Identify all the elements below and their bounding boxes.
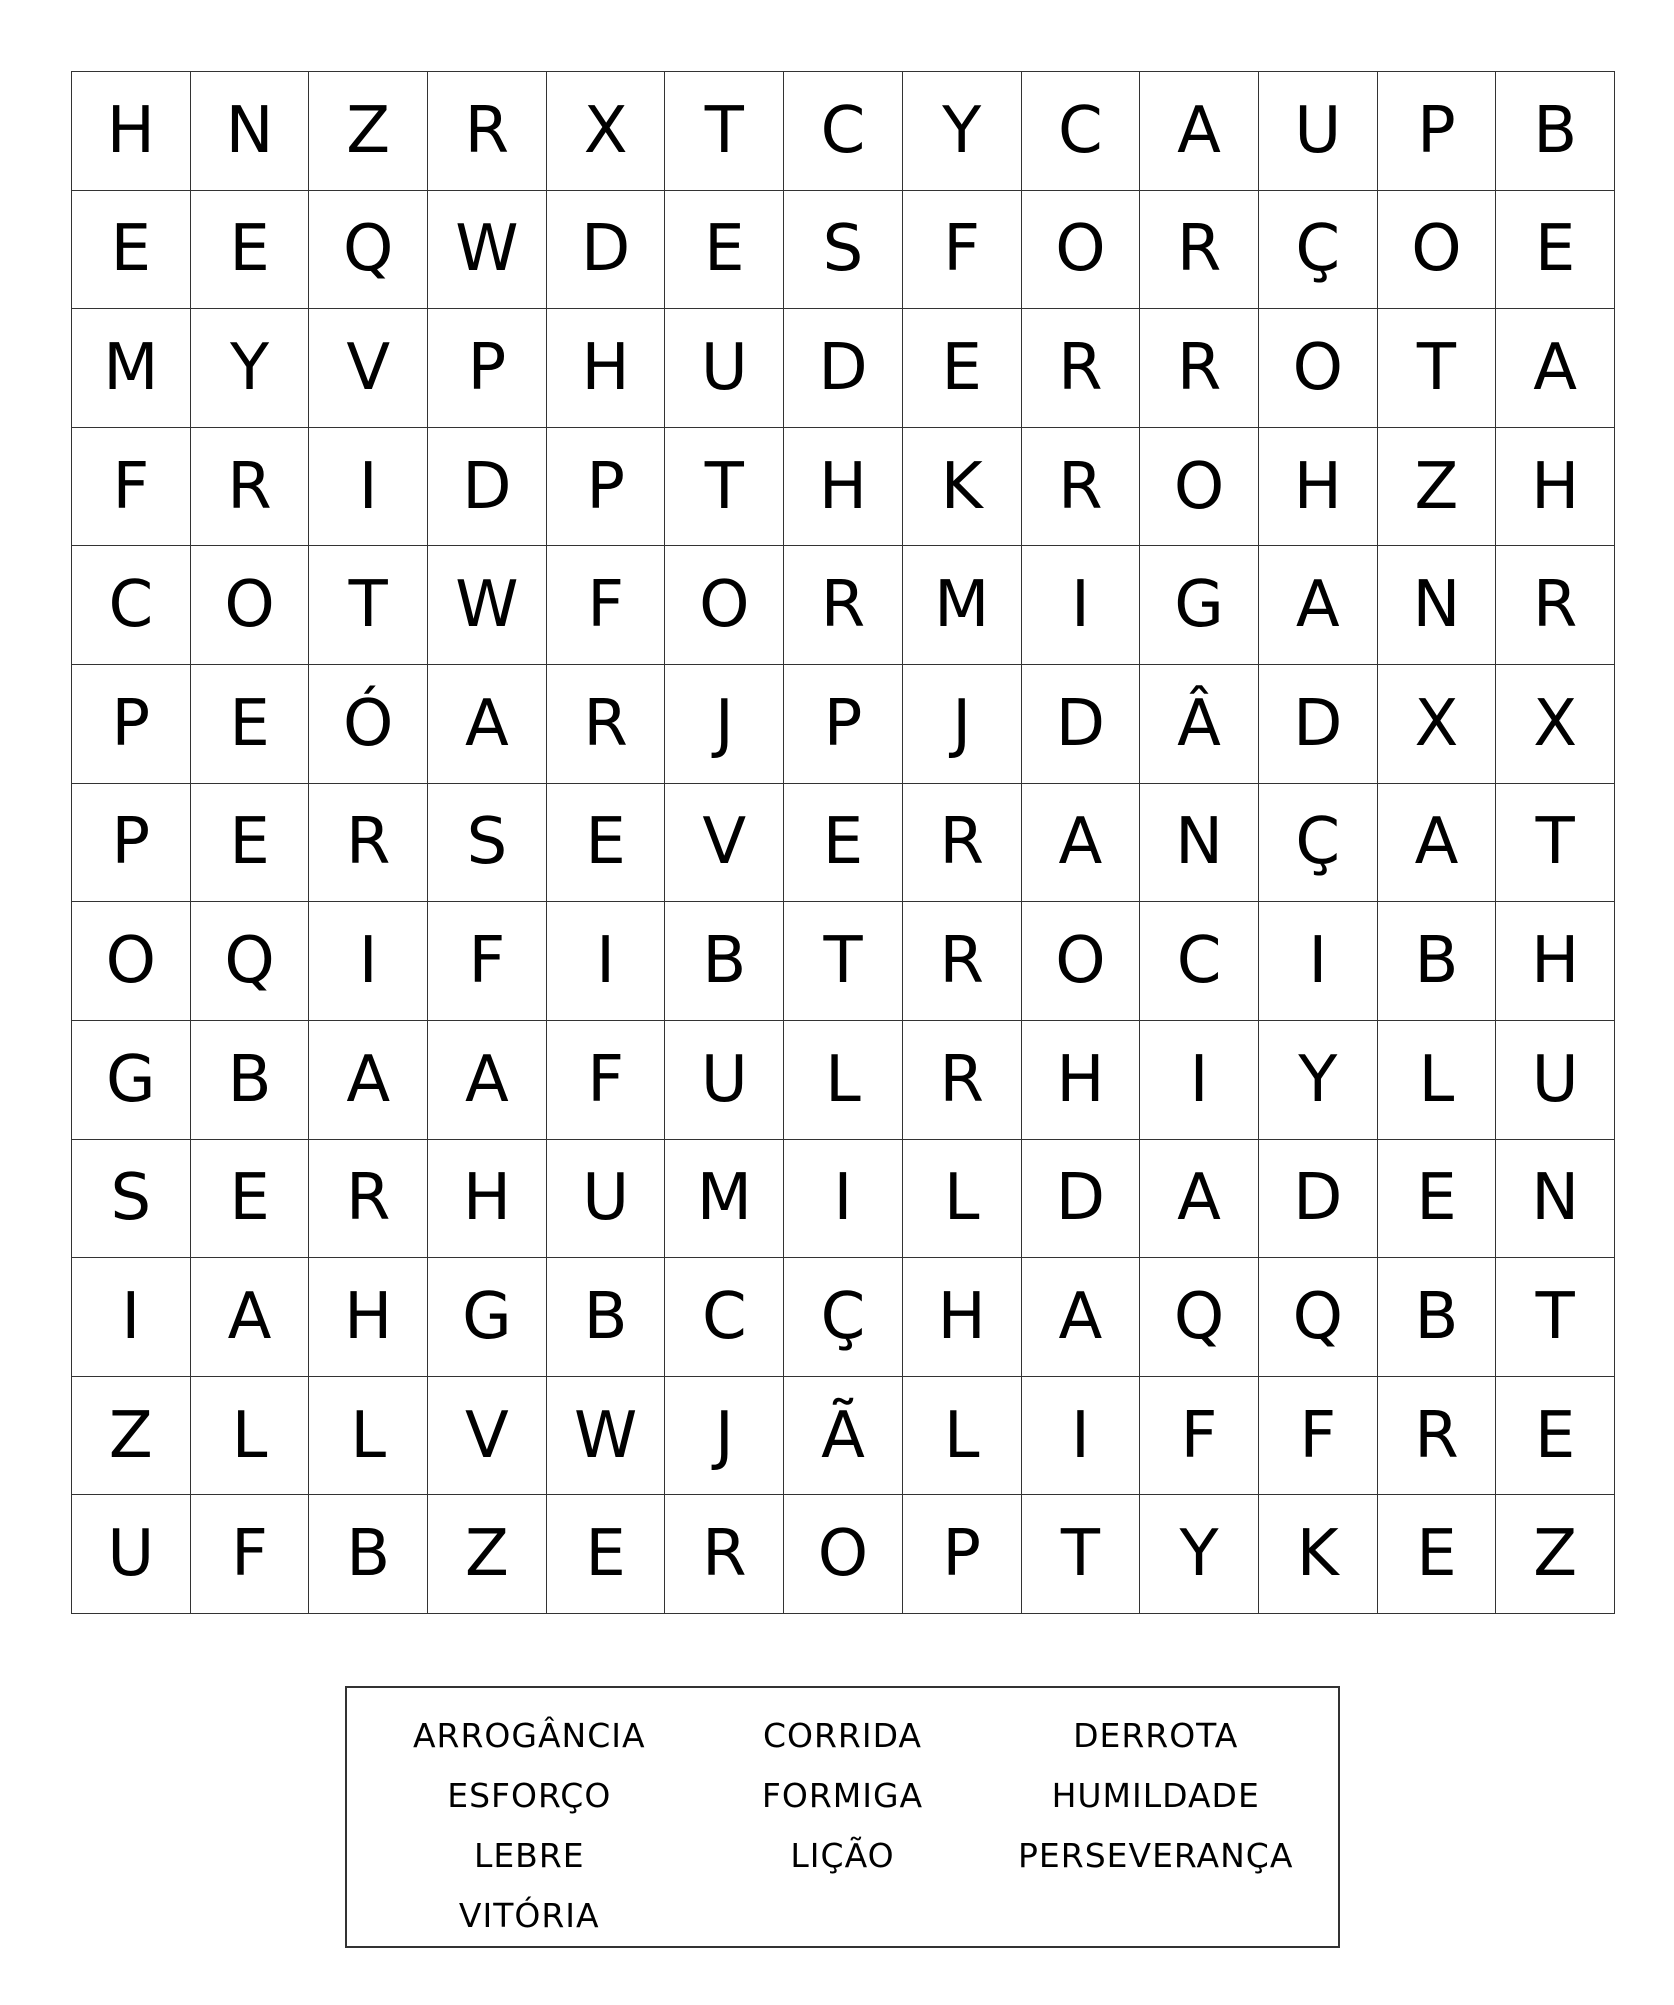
grid-cell[interactable]: O: [191, 546, 310, 665]
grid-cell[interactable]: F: [72, 428, 191, 547]
grid-cell[interactable]: G: [1140, 546, 1259, 665]
grid-cell[interactable]: E: [547, 784, 666, 903]
grid-cell[interactable]: Q: [1140, 1258, 1259, 1377]
grid-cell[interactable]: I: [1259, 902, 1378, 1021]
grid-cell[interactable]: R: [903, 784, 1022, 903]
grid-cell[interactable]: R: [1496, 546, 1615, 665]
grid-cell[interactable]: H: [784, 428, 903, 547]
grid-cell[interactable]: P: [72, 665, 191, 784]
grid-cell[interactable]: U: [1496, 1021, 1615, 1140]
grid-cell[interactable]: A: [428, 665, 547, 784]
grid-cell[interactable]: D: [1022, 665, 1141, 784]
grid-cell[interactable]: H: [903, 1258, 1022, 1377]
grid-cell[interactable]: J: [903, 665, 1022, 784]
grid-cell[interactable]: S: [72, 1140, 191, 1259]
grid-cell[interactable]: W: [428, 546, 547, 665]
grid-cell[interactable]: D: [784, 309, 903, 428]
grid-cell[interactable]: O: [1022, 191, 1141, 310]
grid-cell[interactable]: E: [72, 191, 191, 310]
grid-cell[interactable]: U: [1259, 72, 1378, 191]
grid-cell[interactable]: C: [1022, 72, 1141, 191]
grid-cell[interactable]: P: [903, 1495, 1022, 1614]
grid-cell[interactable]: S: [428, 784, 547, 903]
grid-cell[interactable]: L: [1378, 1021, 1497, 1140]
grid-cell[interactable]: T: [309, 546, 428, 665]
grid-cell[interactable]: E: [191, 784, 310, 903]
word-list-column: [375, 1706, 684, 1946]
grid-cell[interactable]: B: [1378, 902, 1497, 1021]
grid-cell[interactable]: I: [1022, 546, 1141, 665]
grid-cell[interactable]: R: [428, 72, 547, 191]
grid-cell[interactable]: F: [1140, 1377, 1259, 1496]
grid-cell[interactable]: W: [428, 191, 547, 310]
grid-cell[interactable]: T: [665, 72, 784, 191]
grid-cell[interactable]: O: [1140, 428, 1259, 547]
grid-cell[interactable]: D: [1259, 665, 1378, 784]
grid-cell[interactable]: R: [1140, 191, 1259, 310]
grid-cell[interactable]: C: [784, 72, 903, 191]
grid-cell[interactable]: Ç: [1259, 191, 1378, 310]
grid-cell[interactable]: T: [1022, 1495, 1141, 1614]
grid-cell[interactable]: I: [72, 1258, 191, 1377]
grid-cell[interactable]: I: [784, 1140, 903, 1259]
grid-cell[interactable]: V: [309, 309, 428, 428]
grid-cell[interactable]: V: [428, 1377, 547, 1496]
grid-cell[interactable]: H: [1496, 902, 1615, 1021]
word-item: VITÓRIA: [458, 1896, 600, 1935]
grid-cell[interactable]: F: [428, 902, 547, 1021]
grid-cell[interactable]: H: [1259, 428, 1378, 547]
grid-cell[interactable]: Z: [72, 1377, 191, 1496]
grid-cell[interactable]: B: [547, 1258, 666, 1377]
grid-cell[interactable]: U: [72, 1495, 191, 1614]
grid-cell[interactable]: N: [1140, 784, 1259, 903]
grid-cell[interactable]: E: [1378, 1140, 1497, 1259]
grid-cell[interactable]: T: [1378, 309, 1497, 428]
grid-cell[interactable]: Z: [428, 1495, 547, 1614]
grid-cell[interactable]: T: [1496, 784, 1615, 903]
grid-cell[interactable]: B: [1378, 1258, 1497, 1377]
grid-cell[interactable]: F: [191, 1495, 310, 1614]
grid-cell[interactable]: A: [191, 1258, 310, 1377]
grid-cell[interactable]: J: [665, 1377, 784, 1496]
word-item: LEBRE: [473, 1836, 585, 1875]
grid-cell[interactable]: E: [1378, 1495, 1497, 1614]
grid-cell[interactable]: N: [1496, 1140, 1615, 1259]
word-list-column: [688, 1706, 997, 1946]
grid-cell[interactable]: D: [428, 428, 547, 547]
grid-cell[interactable]: Z: [1378, 428, 1497, 547]
grid-cell[interactable]: F: [547, 1021, 666, 1140]
grid-cell[interactable]: O: [784, 1495, 903, 1614]
word-item: CORRIDA: [762, 1716, 922, 1755]
grid-cell[interactable]: R: [309, 784, 428, 903]
grid-cell[interactable]: R: [665, 1495, 784, 1614]
word-item: ESFORÇO: [447, 1776, 612, 1815]
grid-cell[interactable]: A: [1022, 784, 1141, 903]
grid-cell[interactable]: Ç: [1259, 784, 1378, 903]
grid-cell[interactable]: E: [191, 1140, 310, 1259]
word-item: HUMILDADE: [1051, 1776, 1260, 1815]
grid-cell[interactable]: L: [784, 1021, 903, 1140]
grid-cell[interactable]: B: [191, 1021, 310, 1140]
grid-cell[interactable]: G: [428, 1258, 547, 1377]
grid-cell[interactable]: Q: [309, 191, 428, 310]
grid-cell[interactable]: T: [1496, 1258, 1615, 1377]
grid-cell[interactable]: G: [72, 1021, 191, 1140]
grid-cell[interactable]: R: [784, 546, 903, 665]
grid-cell[interactable]: W: [547, 1377, 666, 1496]
grid-cell[interactable]: O: [72, 902, 191, 1021]
grid-cell[interactable]: F: [903, 191, 1022, 310]
grid-cell[interactable]: E: [1496, 1377, 1615, 1496]
grid-cell[interactable]: Ã: [784, 1377, 903, 1496]
grid-cell[interactable]: C: [72, 546, 191, 665]
grid-cell[interactable]: D: [1022, 1140, 1141, 1259]
grid-cell[interactable]: O: [1259, 309, 1378, 428]
grid-cell[interactable]: Q: [1259, 1258, 1378, 1377]
grid-cell[interactable]: R: [191, 428, 310, 547]
grid-cell[interactable]: B: [309, 1495, 428, 1614]
grid-cell[interactable]: P: [72, 784, 191, 903]
grid-cell[interactable]: I: [1022, 1377, 1141, 1496]
grid-cell[interactable]: R: [309, 1140, 428, 1259]
grid-cell[interactable]: H: [1022, 1021, 1141, 1140]
grid-cell[interactable]: R: [1378, 1377, 1497, 1496]
grid-cell[interactable]: M: [903, 546, 1022, 665]
grid-cell[interactable]: P: [1378, 72, 1497, 191]
grid-cell[interactable]: E: [665, 191, 784, 310]
grid-cell[interactable]: M: [665, 1140, 784, 1259]
grid-cell[interactable]: Q: [191, 902, 310, 1021]
grid-cell[interactable]: Z: [1496, 1495, 1615, 1614]
word-list-box: [345, 1686, 1340, 1948]
grid-cell[interactable]: P: [784, 665, 903, 784]
grid-cell[interactable]: C: [665, 1258, 784, 1377]
grid-cell[interactable]: F: [547, 546, 666, 665]
grid-cell[interactable]: Y: [191, 309, 310, 428]
grid-cell[interactable]: O: [1378, 191, 1497, 310]
grid-cell[interactable]: R: [1140, 309, 1259, 428]
grid-cell[interactable]: C: [1140, 902, 1259, 1021]
grid-cell[interactable]: I: [309, 902, 428, 1021]
grid-cell[interactable]: Â: [1140, 665, 1259, 784]
grid-cell[interactable]: F: [1259, 1377, 1378, 1496]
grid-cell[interactable]: X: [547, 72, 666, 191]
grid-cell[interactable]: A: [1140, 1140, 1259, 1259]
grid-cell[interactable]: L: [903, 1377, 1022, 1496]
grid-cell[interactable]: A: [1259, 546, 1378, 665]
grid-cell[interactable]: I: [547, 902, 666, 1021]
word-item: LIÇÃO: [790, 1836, 895, 1875]
grid-cell[interactable]: R: [1022, 428, 1141, 547]
word-list-column: [1001, 1706, 1310, 1946]
grid-cell[interactable]: H: [72, 72, 191, 191]
grid-cell[interactable]: K: [1259, 1495, 1378, 1614]
grid-cell[interactable]: J: [665, 665, 784, 784]
grid-cell[interactable]: E: [903, 309, 1022, 428]
word-item: FORMIGA: [761, 1776, 924, 1815]
grid-cell[interactable]: D: [547, 191, 666, 310]
grid-cell[interactable]: U: [665, 1021, 784, 1140]
grid-cell[interactable]: R: [903, 1021, 1022, 1140]
grid-cell[interactable]: A: [1378, 784, 1497, 903]
grid-cell[interactable]: R: [547, 665, 666, 784]
grid-cell[interactable]: P: [428, 309, 547, 428]
grid-cell[interactable]: Ç: [784, 1258, 903, 1377]
grid-cell[interactable]: L: [309, 1377, 428, 1496]
grid-cell[interactable]: I: [309, 428, 428, 547]
grid-cell[interactable]: A: [1496, 309, 1615, 428]
grid-cell[interactable]: A: [428, 1021, 547, 1140]
grid-cell[interactable]: V: [665, 784, 784, 903]
grid-cell[interactable]: A: [1022, 1258, 1141, 1377]
grid-cell[interactable]: Y: [1140, 1495, 1259, 1614]
grid-cell[interactable]: L: [191, 1377, 310, 1496]
grid-cell[interactable]: P: [547, 428, 666, 547]
grid-cell[interactable]: T: [784, 902, 903, 1021]
word-item: PERSEVERANÇA: [1018, 1836, 1294, 1875]
word-search-grid: [71, 71, 1615, 1614]
grid-cell[interactable]: L: [903, 1140, 1022, 1259]
grid-cell[interactable]: Ó: [309, 665, 428, 784]
grid-cell[interactable]: O: [665, 546, 784, 665]
grid-cell[interactable]: X: [1496, 665, 1615, 784]
grid-cell[interactable]: Z: [309, 72, 428, 191]
grid-cell[interactable]: R: [1022, 309, 1141, 428]
grid-cell[interactable]: A: [1140, 72, 1259, 191]
word-item: ARROGÂNCIA: [412, 1716, 646, 1755]
grid-cell[interactable]: E: [547, 1495, 666, 1614]
grid-cell[interactable]: H: [428, 1140, 547, 1259]
grid-cell[interactable]: H: [309, 1258, 428, 1377]
grid-cell[interactable]: Y: [903, 72, 1022, 191]
grid-cell[interactable]: H: [547, 309, 666, 428]
grid-cell[interactable]: I: [1140, 1021, 1259, 1140]
grid-cell[interactable]: E: [1496, 191, 1615, 310]
grid-cell[interactable]: E: [784, 784, 903, 903]
grid-cell[interactable]: N: [191, 72, 310, 191]
grid-cell[interactable]: D: [1259, 1140, 1378, 1259]
grid-cell[interactable]: U: [547, 1140, 666, 1259]
grid-cell[interactable]: E: [191, 191, 310, 310]
grid-cell[interactable]: N: [1378, 546, 1497, 665]
grid-cell[interactable]: T: [665, 428, 784, 547]
grid-cell[interactable]: O: [1022, 902, 1141, 1021]
word-item: DERROTA: [1073, 1716, 1239, 1755]
grid-cell[interactable]: S: [784, 191, 903, 310]
grid-cell[interactable]: X: [1378, 665, 1497, 784]
grid-cell[interactable]: M: [72, 309, 191, 428]
grid-cell[interactable]: K: [903, 428, 1022, 547]
grid-cell[interactable]: H: [1496, 428, 1615, 547]
grid-cell[interactable]: B: [1496, 72, 1615, 191]
grid-cell[interactable]: Y: [1259, 1021, 1378, 1140]
grid-cell[interactable]: B: [665, 902, 784, 1021]
grid-cell[interactable]: E: [191, 665, 310, 784]
grid-cell[interactable]: R: [903, 902, 1022, 1021]
grid-cell[interactable]: A: [309, 1021, 428, 1140]
grid-cell[interactable]: U: [665, 309, 784, 428]
